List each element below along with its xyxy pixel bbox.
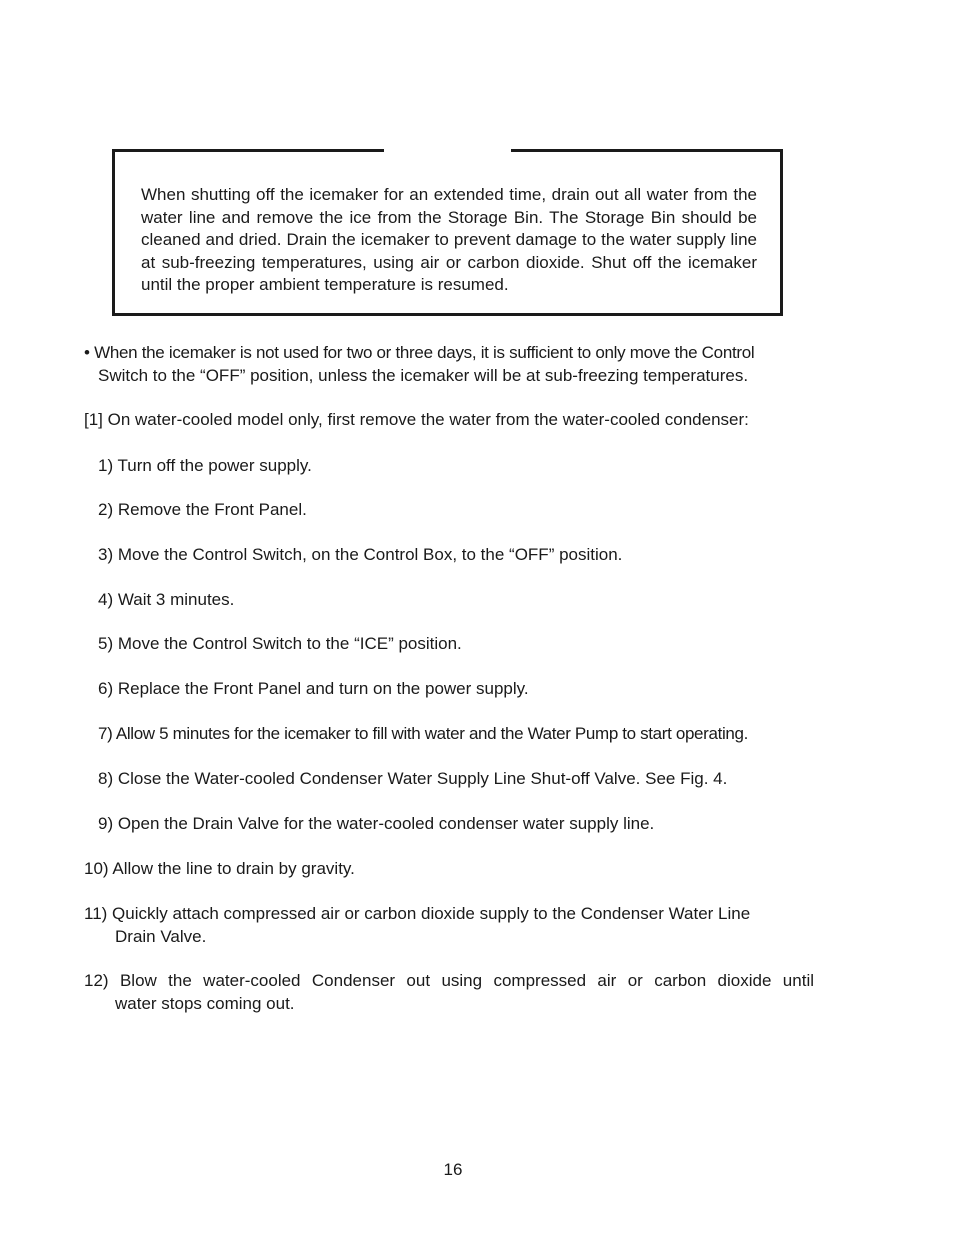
step-12 <box>84 970 814 1015</box>
notice-text: When shutting off the icemaker for an extended time, drain out all water from the water line and remove the ice from the Storage Bin. The Storage Bin should be cleaned and dried. Drain the icemaker to prevent damage to the water supply line at sub-freezing temperatures, using air or carbon dioxide. Shut off the icemaker until the proper ambient temperature is resumed. <box>141 185 757 294</box>
step-3: 3) Move the Control Switch, on the Control Box, to the “OFF” position. <box>98 545 623 564</box>
step-4: 4) Wait 3 minutes. <box>98 590 235 609</box>
section-heading: [1] On water-cooled model only, first remove the water from the water-cooled condenser: <box>84 410 749 429</box>
bullet-line-1: • When the icemaker is not used for two or three days, it is sufficient to only move the Control <box>84 343 755 362</box>
step-10: 10) Allow the line to drain by gravity. <box>84 859 355 878</box>
step-8: 8) Close the Water-cooled Condenser Water Supply Line Shut-off Valve. See Fig. 4. <box>98 769 728 788</box>
bullet-line-2: Switch to the “OFF” position, unless the icemaker will be at sub-freezing temperatures. <box>98 365 749 385</box>
step-11-line-2: Drain Valve. <box>115 926 207 946</box>
step-6: 6) Replace the Front Panel and turn on the power supply. <box>98 679 529 698</box>
step-1: 1) Turn off the power supply. <box>98 456 312 475</box>
step-9: 9) Open the Drain Valve for the water-cooled condenser water supply line. <box>98 814 655 833</box>
step-12-line-1: 12) Blow the water-cooled Condenser out using compressed air or carbon dioxide until <box>84 971 814 990</box>
notice-box-title-gap <box>384 145 511 154</box>
page-number: 16 <box>443 1160 463 1179</box>
step-11-line-1: 11) Quickly attach compressed air or carbon dioxide supply to the Condenser Water Line <box>84 904 751 923</box>
step-7: 7) Allow 5 minutes for the icemaker to fill with water and the Water Pump to start operating. <box>98 724 748 743</box>
step-11 <box>84 903 814 948</box>
step-2: 2) Remove the Front Panel. <box>98 500 307 519</box>
step-5: 5) Move the Control Switch to the “ICE” position. <box>98 634 462 653</box>
bullet-paragraph <box>84 342 814 387</box>
step-12-line-2: water stops coming out. <box>115 993 295 1013</box>
